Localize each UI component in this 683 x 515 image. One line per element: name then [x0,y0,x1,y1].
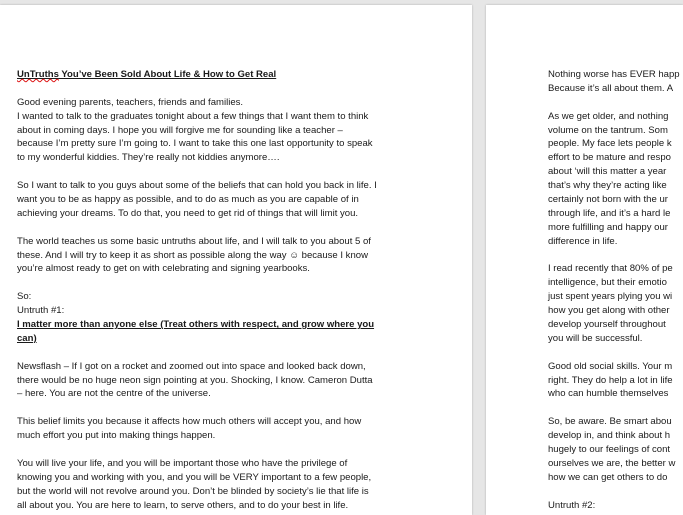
page-2-text-line: volume on the tantrum. Som [548,124,668,136]
page-1-text-line: knowing you and working with you, and you will be VERY important to a few people, [17,471,372,483]
page-2-text-line: develop yourself throughout [548,319,666,331]
page-1-text-line: This belief limits you because it affects how much others will accept you, and how [17,416,362,428]
page-1-text-line: to my wonderful kiddies. They’re really not kiddies anymore…. [17,152,280,164]
page-2-blank-line [548,346,680,360]
page-2-text-line: As we get older, and nothing [548,110,669,122]
page-2-text-line: who can humble themselves [548,388,669,400]
page-2-text-line: Nothing worse has EVER happ [548,69,680,80]
page-1-text-line: I matter more than anyone else (Treat others with respect, and grow where you [17,319,375,331]
page-1-text-line: I wanted to talk to the graduates tonight about a few things that I want them to think [17,110,369,122]
page-1-text-line: – here. You are not the centre of the universe. [17,388,211,400]
page-2-text-line: Untruth #2: [548,499,596,511]
page-2-blank-line [548,485,680,499]
page-2-text-line: right. They do help a lot in life [548,374,673,386]
page-2-text-line: more fulfilling and happy our [548,221,668,233]
page-2-text-line: hugely to our feelings of cont [548,444,671,456]
page-2-text-line: certainly not born with the ur [548,194,668,206]
page-1-text-line: all about you. You are here to learn, to serve others, and to do your best in life. [17,499,349,511]
page-1-text-line: about in coming days. I hope you will forgive me for sounding like a teacher – [17,124,343,136]
page-2-text-line: develop in, and think about h [548,430,671,442]
page-2-text[interactable] [548,68,680,513]
page-2-text-line: effort to be mature and respo [548,152,671,164]
page-2-text-line: intelligence, but their emotio [548,277,667,289]
page-2-text-line: I read recently that 80% of pe [548,263,673,275]
page-2-blank-line [548,249,680,263]
page-1-text-line: much effort you put into making things happen. [17,430,216,442]
title-misspelled-word: UnTruths [17,69,59,80]
page-1-text-line: you’re almost ready to get on with celebrating and signing yearbooks. [17,263,310,275]
page-2-blank-line [548,401,680,415]
page-1-text-line: can) [17,332,37,344]
document-page-2[interactable] [486,5,683,515]
page-1-text-line: Newsflash – If I got on a rocket and zoomed out into space and looked back down, [17,360,366,372]
page-2-text-line: So, be aware. Be smart abou [548,416,672,428]
page-2-text-line: how you get along with other [548,305,670,317]
page-1-text-line: because I’m pretty sure I’m going to. I want to take this one last opportunity to speak [17,138,373,150]
page-1-text-line: Good evening parents, teachers, friends and families. [17,96,244,108]
page-1-blank-line [17,165,377,179]
page-1-text-line: these. And I will try to keep it as short as possible along the way ☺ because I know [17,249,368,261]
page-2-text-line: people. My face lets people k [548,138,672,150]
page-2-text-line: difference in life. [548,235,618,247]
title-rest: You’ve Been Sold About Life & How to Get Real [58,69,277,80]
page-1-blank-line [17,401,377,415]
page-2-text-line: Because it’s all about them. A [548,82,674,94]
page-1-text-line: there would be no huge neon sign pointing at you. Shocking, I know. Cameron Dutta [17,374,373,386]
page-2-text-line: that’s why they’re acting like [548,180,667,192]
page-1-text[interactable] [17,68,377,513]
page-1-text-line: want you to be as happy as possible, and to do as much as you are capable of in [17,194,359,206]
page-1-text-line: achieving your dreams. To do that, you need to get rid of things that will limit you. [17,207,359,219]
page-2-text-line: you will be successful. [548,332,643,344]
page-1-blank-line [17,276,377,290]
page-1-blank-line [17,346,377,360]
page-2-text-line: just spent years plying you wi [548,291,673,303]
page-1-text-line: but the world will not revolve around you. Don’t be blinded by society’s lie that life is [17,485,369,497]
page-1-blank-line [17,443,377,457]
page-1-blank-line [17,221,377,235]
page-2-text-line: Good old social skills. Your m [548,360,673,372]
page-1-text-line: So: [17,291,32,303]
page-2-text-line: how we can get others to do [548,471,668,483]
page-1-text-line: Untruth #1: [17,305,65,317]
page-1-text-line: You will live your life, and you will be important those who have the privilege of [17,457,348,469]
page-1-blank-line [17,82,377,96]
page-1-text-line: So I want to talk to you guys about some of the beliefs that can hold you back in life. I [17,180,377,192]
page-2-text-line: ourselves we are, the better w [548,457,676,469]
page-1-text-line: The world teaches us some basic untruths about life, and I will talk to you about 5 of [17,235,371,247]
page-2-text-line: about ‘will this matter a year [548,166,667,178]
document-title [17,68,377,82]
document-page-1[interactable] [0,5,472,515]
page-2-blank-line [548,96,680,110]
page-2-text-line: through life, and it’s a hard le [548,207,671,219]
